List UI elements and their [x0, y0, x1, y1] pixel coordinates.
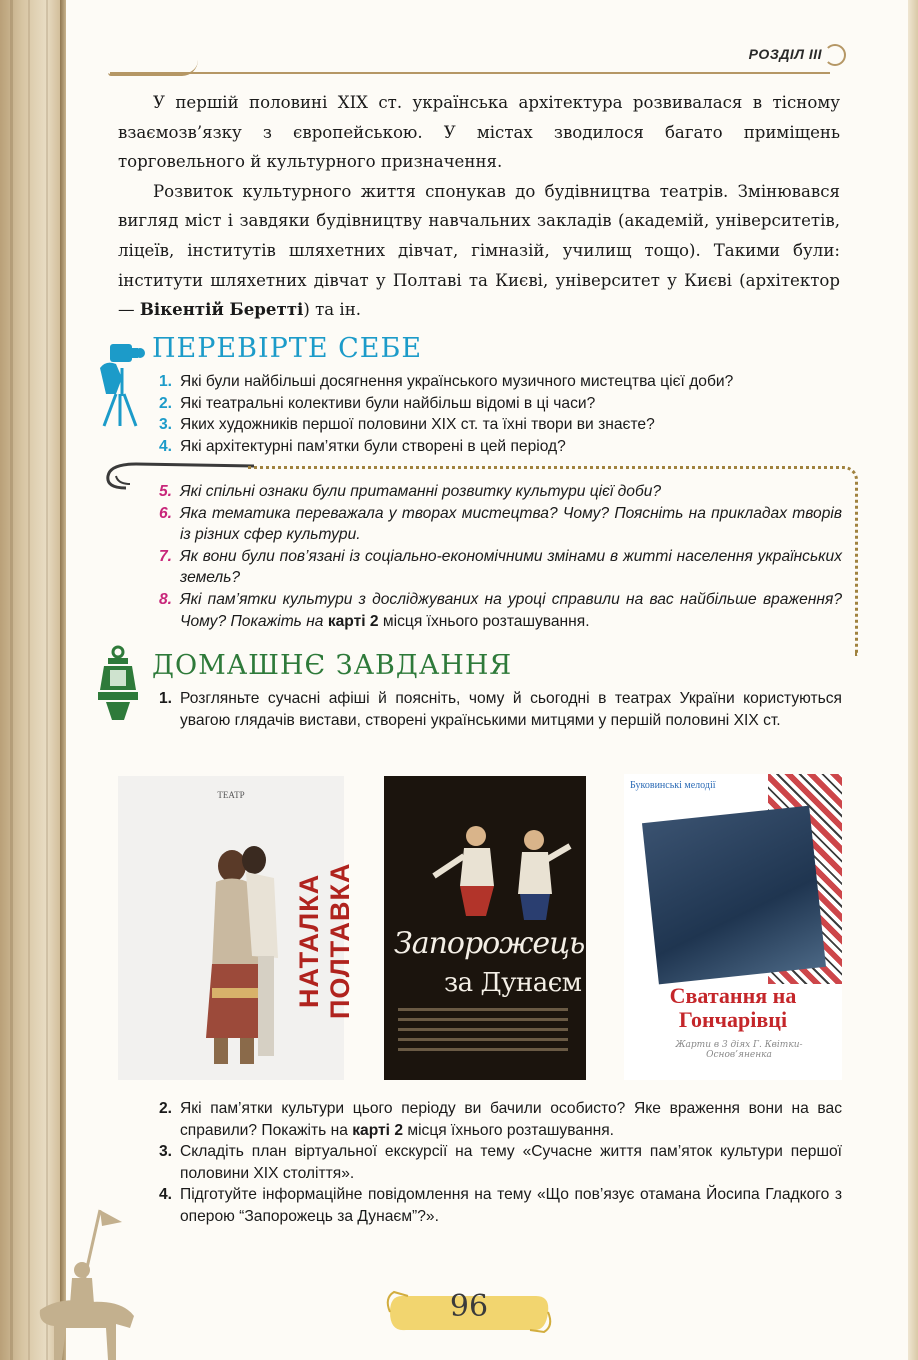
paragraph-text: Розвиток культурного життя спонукав до будівництва театрів. Змінювався вигляд міст і завдяки будівництву навчальних закладів (академій, університетів, ліцеїв, інститутів шляхетних дівчат, гімназій, училищ тощо). Такими були: інститути шляхетних дівчат у Полтаві та Києві, університет у Києві (архітектор —: [118, 181, 840, 320]
lantern-icon: [90, 646, 146, 724]
poster-title: Запорожець: [394, 926, 585, 961]
cossack-rider-icon: [30, 1200, 150, 1360]
item-number: 1.: [158, 373, 172, 390]
item-number: 3.: [158, 416, 172, 434]
page-number-banner: [384, 1282, 554, 1342]
advanced-questions-list: [152, 481, 842, 632]
item-text: Розгляньте сучасні афіші й поясніть, чому й сьогодні в театрах України користуються увагою глядачів вистави, створені українськими митцями у першій половині XIX ст.: [180, 690, 842, 729]
credit-line: [398, 1008, 568, 1011]
credit-line: [398, 1038, 568, 1041]
item-text: [180, 1098, 842, 1141]
list-item: [152, 1141, 842, 1184]
poster-subtitle: Жарти в 3 діях Г. Квітки-Основ’яненка: [675, 1040, 803, 1060]
item-text: Яка тематика переважала у творах мистецтва? Чому? Поясніть на прикладах творів із різних сфер культури.: [180, 504, 842, 544]
header-rule: [110, 64, 830, 74]
item-number: 4.: [158, 437, 172, 455]
list-item: [152, 688, 842, 731]
item-number: 1.: [158, 690, 172, 707]
poster-caption: ТЕАТР: [217, 790, 245, 800]
camera-icon: [92, 338, 148, 428]
wood-grain: [46, 0, 48, 1360]
item-text: Яких художників першої половини XIX ст. та їхні твори ви знаєте?: [180, 416, 655, 434]
item-number: 3.: [158, 1143, 172, 1161]
credit-line: [398, 1018, 568, 1021]
curl-ornament-icon: [824, 44, 846, 66]
list-item: [152, 503, 842, 546]
poster-svatannia-na-honcharivtsi: [624, 774, 842, 1080]
item-number: 7.: [158, 547, 172, 565]
stage-photo: [642, 806, 826, 985]
list-item: [152, 371, 842, 393]
poster-zaporozhets-za-dunaiem: [384, 776, 586, 1080]
credit-line: [398, 1028, 568, 1031]
item-text-part: Які пам’ятки культури з досліджуваних на уроці справили на вас найбільше враження? Чому? Покажіть на: [180, 590, 842, 630]
item-text: Підготуйте інформаційне повідомлення на тему «Що пов’язує отамана Йосипа Гладкого з оперою “Запорожець за Дунаєм”?».: [180, 1186, 842, 1225]
paragraph-text: ) та ін.: [303, 300, 362, 320]
item-number: 4.: [158, 1186, 172, 1204]
item-text: Складіть план віртуальної екскурсії на тему «Сучасне життя пам’яток культури першої половини XIX століття».: [180, 1143, 842, 1182]
page-number: 96: [449, 1289, 489, 1324]
poster-subtitle: за Дунаєм: [444, 968, 582, 998]
item-text: Які архітектурні пам’ятки були створені в цей період?: [180, 437, 566, 455]
right-parchment-edge: [908, 0, 918, 1360]
list-item: [152, 1184, 842, 1227]
homework-heading: ДОМАШНЄ ЗАВДАННЯ: [152, 650, 513, 681]
wood-grain: [10, 0, 13, 1360]
list-item: [152, 414, 842, 436]
homework-list: [152, 688, 842, 731]
item-text-part: місця їхнього розташування.: [403, 1121, 614, 1139]
poster-title: НАТАЛКА ПОЛТАВКА: [294, 862, 355, 1020]
check-yourself-heading: ПЕРЕВІРТЕ СЕБЕ: [152, 333, 423, 364]
item-number: 2.: [158, 394, 172, 412]
paragraph: [118, 177, 840, 325]
credit-line: [398, 1048, 568, 1051]
item-text: Як вони були пов’язані із соціально-економічними змінами в житті населення українських земель?: [180, 547, 842, 587]
check-questions-list: [152, 371, 842, 457]
left-wood-border: [0, 0, 66, 1360]
list-item: [152, 393, 842, 415]
homework-list-continued: [152, 1098, 842, 1228]
header-ornament: [108, 60, 198, 76]
poster-natalka-poltavka: [118, 776, 355, 1080]
item-number: 6.: [158, 504, 172, 522]
item-number: 5.: [158, 483, 172, 500]
list-item: [152, 589, 842, 632]
wood-grain: [28, 0, 30, 1360]
item-text: Які спільні ознаки були притаманні розвитку культури цієї доби?: [180, 483, 662, 500]
item-text: Які були найбільші досягнення українського музичного мистецтва цієї доби?: [180, 373, 734, 390]
dancers-scene-icon: [424, 816, 574, 926]
item-text-part: місця їхнього розташування.: [378, 612, 590, 630]
item-text: Які театральні колективи були найбільш відомі в ці часи?: [180, 394, 596, 412]
poster-title: Сватання на Гончарівці: [669, 983, 797, 1032]
paragraph-text: У першій половині XIX ст. українська архітектура розвивалася в тісному взаємозв’язку з європейською. У містах зводилося багато приміщень торговельного й культурного призначення.: [118, 93, 840, 172]
map-reference: карті 2: [352, 1121, 404, 1139]
poster-caption: Буковинські мелодії: [630, 780, 716, 791]
item-number: 2.: [158, 1100, 172, 1117]
map-reference: карті 2: [327, 612, 379, 630]
poster-credits: [398, 1008, 568, 1068]
paragraph: [118, 88, 840, 177]
couple-figure-icon: [194, 838, 290, 1068]
section-label: РОЗДІЛ III: [748, 46, 822, 62]
item-text: [180, 589, 842, 632]
list-item: [152, 546, 842, 589]
architect-name: Вікентій Беретті: [139, 299, 304, 320]
list-item: [152, 481, 842, 503]
item-text-part: Які пам’ятки культури цього періоду ви бачили особисто? Яке враження вони на вас справили? Покажіть на: [180, 1100, 842, 1139]
list-item: [152, 1098, 842, 1141]
body-text: [118, 88, 840, 325]
item-number: 8.: [158, 590, 172, 608]
